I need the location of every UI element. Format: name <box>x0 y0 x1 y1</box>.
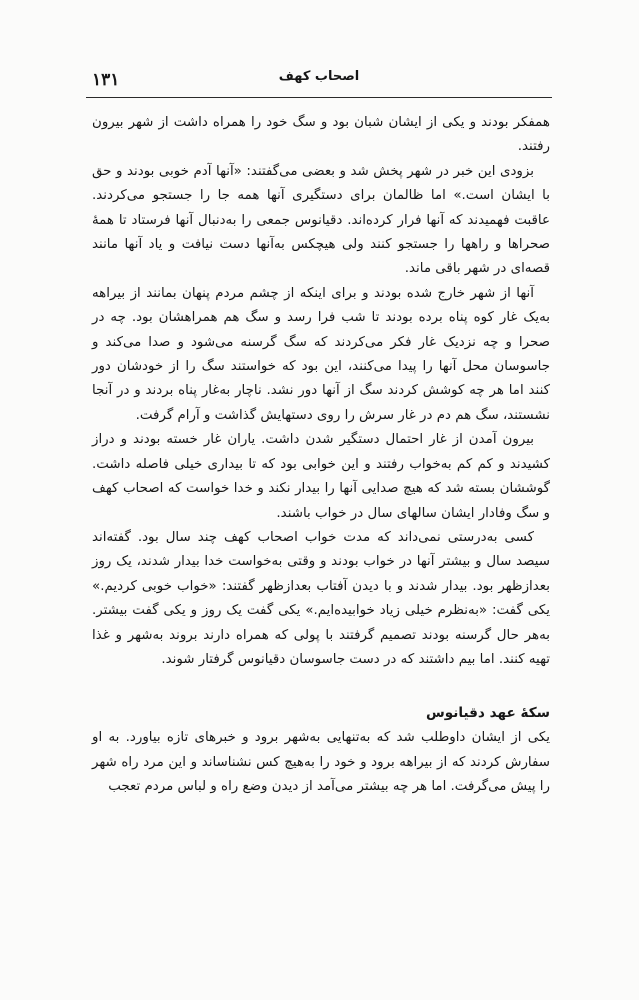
section-paragraph: یکی از ایشان داوطلب شد که به‌تنهایی به‌شهر برود و خبرهای تازه بیاورد. به او سفارش کردند که از بیراهه برود و خود را به‌هیچ کس نشناساند و این مرد راه شهر را پیش می‌گرفت. اما هر چه بیشتر می‌آمد از دیدن وضع راه و لباس مردم تعجب <box>92 730 550 795</box>
page-number: ۱۳۱ <box>92 70 120 90</box>
paragraph-2: بزودی این خبر در شهر پخش شد و بعضی می‌گفتند: «آنها آدم خوبی بودند و حق با ایشان است.» اما ظالمان برای دستگیری آنها همه جا را جستجو می‌کردند. عاقبت فهمیدند که آنها فرار کرده‌اند. دقیانوس جمعی را به‌دنبال آنها فرستاد تا همهٔ صحراها و راهها را جستجو کنند ولی هیچکس به‌آنها دست نیافت و یاد آنها مانند قصه‌ای در شهر باقی ماند. <box>92 163 550 277</box>
body-text <box>92 111 550 800</box>
page-header <box>86 68 552 94</box>
paragraph-5: کسی به‌درستی نمی‌داند که مدت خواب اصحاب کهف چند سال بود. گفته‌اند سیصد سال و بیشتر آنها در خواب بودند و وقتی به‌خواست خدا بیدار شدند، یک روز بعدازظهر بود. بیدار شدند و با دیدن آفتاب بعدازظهر گفتند: «خواب خوبی کردیم.» یکی گفت: «به‌نظرم خیلی زیاد خوابیده‌ایم.» یکی گفت یک روز و یکی گفت بیشتر. به‌هر حال گرسنه بودند تصمیم گرفتند با پولی که همراه دارند بروند به‌شهر و غذا تهیه کنند. اما بیم داشتند که در دست جاسوسان دقیانوس گرفتار شوند. <box>92 529 550 667</box>
paragraph-3: آنها از شهر خارج شده بودند و برای اینکه از چشم مردم پنهان بمانند از بیراهه به‌یک غار کوه پناه برده بودند تا شب فرا رسد و سگ هم همراهشان بود. چه در صحرا و چه نزدیک غار فکر می‌کردند که سگ گرسنه می‌شود و صدا می‌کند و جاسوسان محل آنها را پیدا می‌کنند، این بود که خواستند سگ را از خودشان دور کنند اما هر چه کوشش کردند سگ از آنها دور نشد. ناچار به‌غار پناه بردند و در آنجا نشستند، سگ هم دم در غار سرش را روی دستهایش گذاشت و آرام گرفت. <box>92 285 550 423</box>
header-rule <box>86 97 552 98</box>
paragraph-4: بیرون آمدن از غار احتمال دستگیر شدن داشت. یاران غار خسته بودند و دراز کشیدند و کم کم به‌خواب رفتند و این خوابی بود که تا بیداری خیلی فاصله داشت. گوششان بسته شد که هیچ صدایی آنها را بیدار نکند و خدا خواست که اصحاب کهف و سگ وفادار ایشان سالهای سال در خواب باشند. <box>92 432 550 521</box>
section-heading: سکهٔ عهد دقیانوس <box>425 705 550 722</box>
running-title: اصحاب کهف <box>278 69 360 84</box>
paragraph-1: همفکر بودند و یکی از ایشان شبان بود و سگ خود را همراه داشت از شهر بیرون رفتند. <box>92 115 550 155</box>
